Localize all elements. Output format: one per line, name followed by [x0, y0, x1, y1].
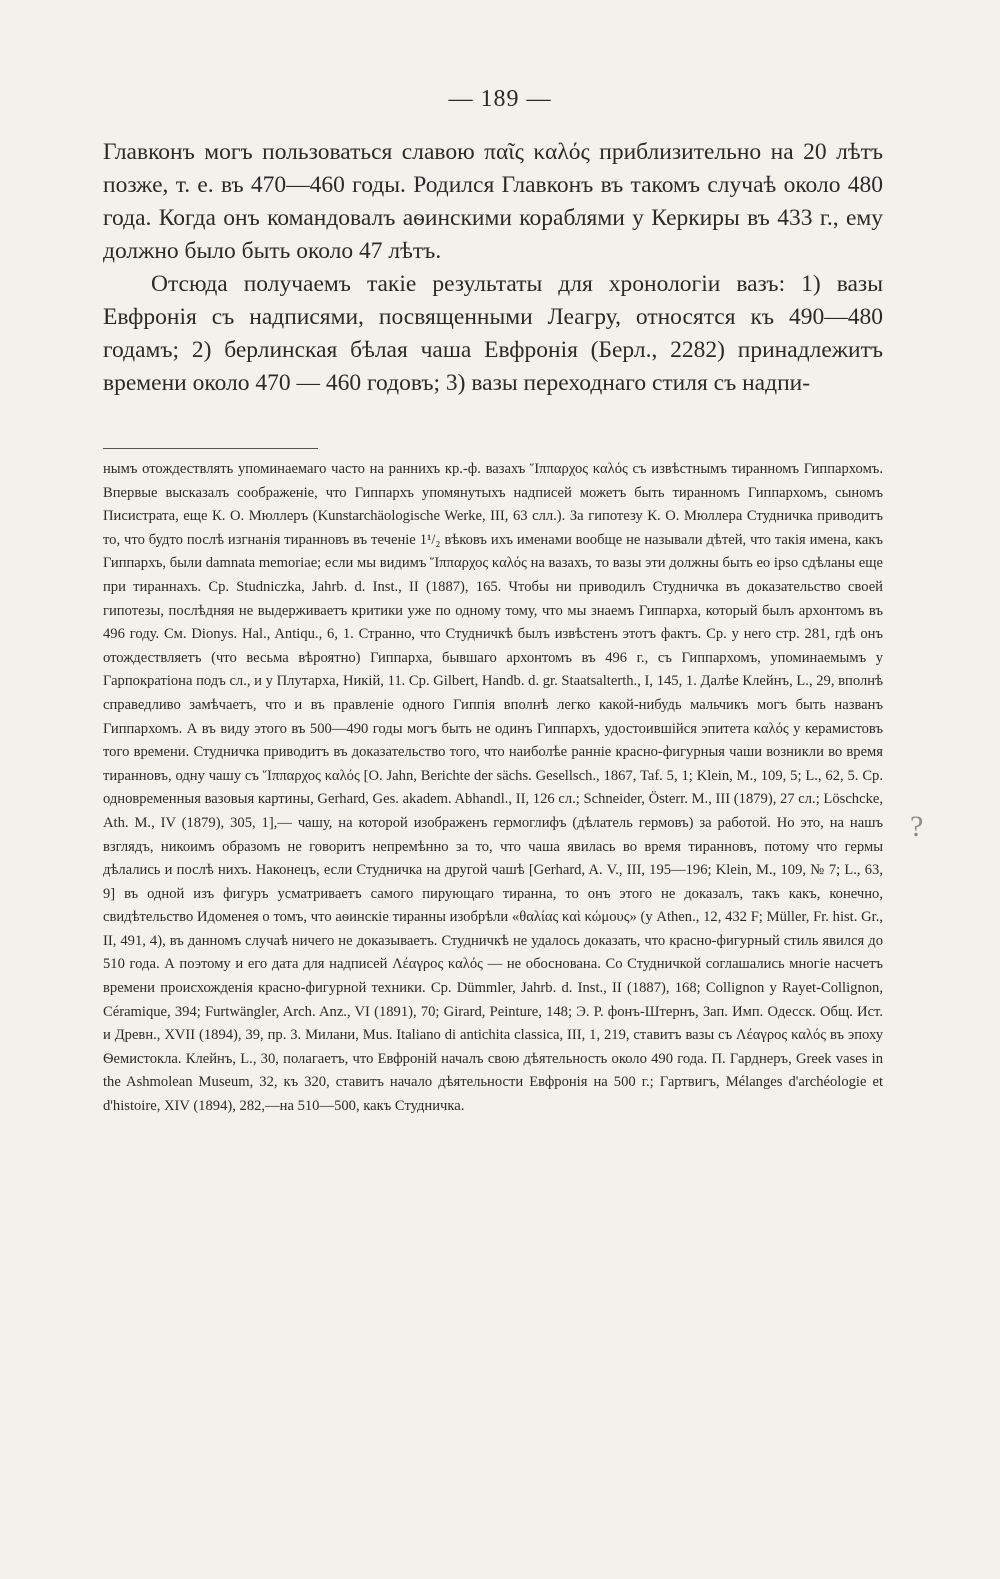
main-paragraph-2: Отсюда получаемъ такіе результаты для хронологіи вазъ: 1) вазы Евфронія съ надписями, посвященными Леагру, относятся къ 490—480 годамъ; 2) берлинская бѣлая чаша Евфронія (Берл., 2282) принадлежитъ времени около 470 — 460 годовъ; 3) вазы переходнаго стиля съ надпи-	[103, 271, 883, 396]
footnote-divider	[103, 448, 318, 449]
page-number: — 189 —	[448, 86, 552, 112]
main-paragraph-1: Главконъ могъ пользоваться славою παῖς καλός приблизительно на 20 лѣтъ позже, т. е. въ 470—460 годы. Родился Главконъ въ такомъ случаѣ около 480 года. Когда онъ командовалъ аѳинскими кораблями у Керкиры въ 433 г., ему должно было быть около 47 лѣтъ.	[103, 139, 883, 264]
footnote	[103, 458, 883, 1119]
margin-pencil-mark: ?	[910, 810, 924, 843]
main-text	[103, 136, 883, 400]
footnote-text: нымъ отождествлять упоминаемаго часто на раннихъ кр.-ф. вазахъ Ἵππαρχος καλός съ извѣстнымъ тиранномъ Гиппархомъ. Впервые высказалъ соображеніе, что Гиппархъ упомянутыхъ надписей можетъ быть тиранномъ Гиппархомъ, сыномъ Писистрата, еще К. О. Мюллеръ (Kunstarchäologische Werke, III, 63 слл.). За гипотезу К. О. Мюллера Студничка приводитъ то, что будто послѣ изгнанія тиранновъ въ теченіе 1¹/₂ вѣковъ ихъ именами вообще не называли дѣтей, что такія имена, какъ Гиппархъ, были damnata memoriae; если мы видимъ Ἵππαρχος καλός на вазахъ, то вазы эти должны быть eo ipso сдѣланы еще при тираннахъ. Ср. Studniczka, Jahrb. d. Inst., II (1887), 165. Чтобы ни приводилъ Студничка въ доказательство своей гипотезы, послѣдняя не выдерживаетъ критики уже по одному тому, что мы знаемъ Гиппарха, который былъ архонтомъ въ 496 году. См. Dionys. Hal., Antiqu., 6, 1. Странно, что Студничкѣ былъ извѣстенъ этотъ фактъ. Ср. у него стр. 281, гдѣ онъ отождествляетъ (что весьма вѣроятно) Гиппарха, бывшаго архонтомъ въ 496 г., съ Гиппархомъ, упоминаемымъ у Гарпократіона подъ сл., и у Плутарха, Никій, 11. Ср. Gilbert, Handb. d. gr. Staatsalterth., I, 145, 1. Далѣе Клейнъ, L., 29, вполнѣ справедливо замѣчаетъ, что и въ правленіе одного Гиппія вполнѣ легко какой-нибудь мальчикъ могъ быть названъ Гиппархомъ. А въ виду этого въ 500—490 годы могъ быть не одинъ Гиппархъ, удостоившійся эпитета καλός у керамистовъ того времени. Студничка приводитъ въ доказательство того, что наиболѣе ранніе красно-фигурныя чаши возникли во время тиранновъ, одну чашу съ Ἵππαρχος καλός [O. Jahn, Berichte der sächs. Gesellsch., 1867, Taf. 5, 1; Klein, M., 109, 5; L., 62, 5. Ср. одновременныя вазовыя картины, Gerhard, Ges. akadem. Abhandl., II, 126 сл.; Schneider, Österr. M., III (1879), 27 сл.; Löschcke, Ath. M., IV (1879), 305, 1],— чашу, на которой изображенъ гермоглифъ (дѣлатель гермовъ) за работой. Но это, на нашъ взглядъ, никоимъ образомъ не говоритъ непремѣнно за то, что чаша явилась во время тиранновъ, потому что гермы дѣлались и послѣ нихъ. Наконецъ, если Студничка на другой чашѣ [Gerhard, A. V., III, 195—196; Klein, M., 109, № 7; L., 63, 9] въ одной изъ фигуръ усматриваетъ самого пирующаго тиранна, то онъ этого не доказалъ, такъ какъ, конечно, свидѣтельство Идоменея о томъ, что аѳинскіе тиранны изобрѣли «θαλίας καὶ κώμους» (у Athen., 12, 432 F; Müller, Fr. hist. Gr., II, 491, 4), въ данномъ случаѣ ничего не доказываетъ. Студничкѣ не удалось доказать, что красно-фигурный стиль явился до 510 года. А поэтому и его дата для надписей Λέαγρος καλός — не обоснована. Со Студничкой соглашались многіе насчетъ времени происхожденія красно-фигурной техники. Ср. Dümmler, Jahrb. d. Inst., II (1887), 168; Collignon у Rayet-Collignon, Céramique, 394; Furtwängler, Arch. Anz., VI (1891), 70; Girard, Peinture, 148; Э. Р. фонъ-Штернъ, Зап. Имп. Одесск. Общ. Ист. и Древн., XVII (1894), 39, пр. 3. Милани, Mus. Italiano di antichita classica, III, 1, 219, ставитъ вазы съ Λέαγρος καλός въ эпоху Ѳемистокла. Клейнъ, L., 30, полагаетъ, что Евфроній началъ свою дѣятельность около 490 года. П. Гарднеръ, Greek vases in the Ashmolean Museum, 32, къ 320, ставитъ начало дѣятельности Евфронія на 500 г.; Гартвигъ, Mélanges d'archéologie et d'histoire, XIV (1894), 282,—на 510—500, какъ Студничка.	[103, 461, 883, 1115]
